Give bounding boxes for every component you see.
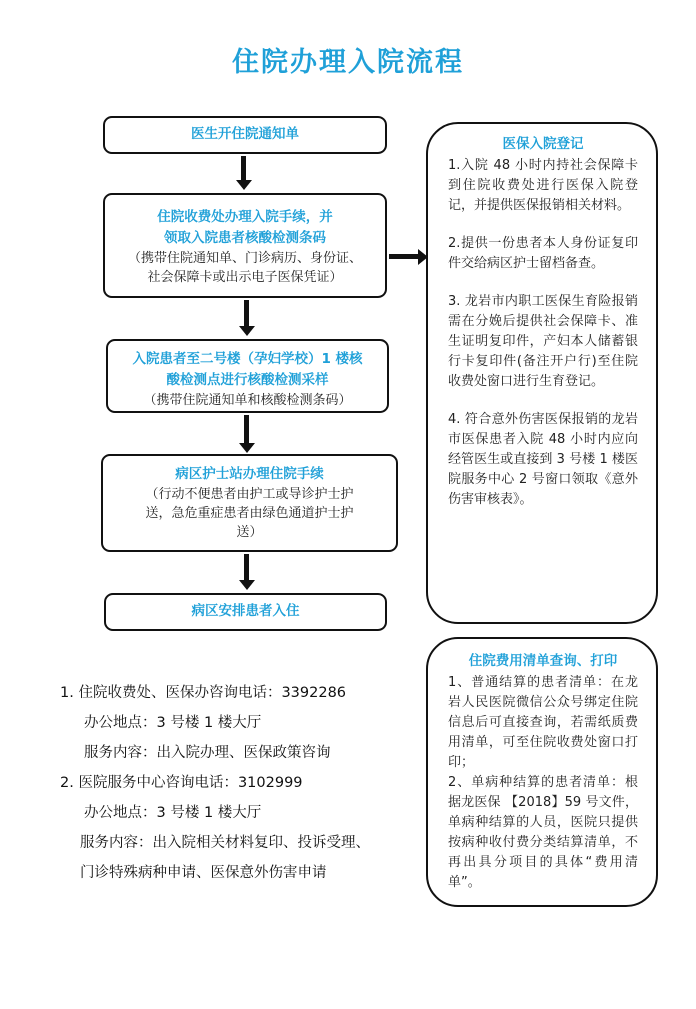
contact-service: 服务内容：出入院办理、医保政策咨询 [84, 745, 331, 761]
flow-step-note: （携带住院通知单、门诊病历、身份证、 [127, 251, 362, 266]
contact-address: 办公地点：3 号楼 1 楼大厅 [84, 715, 262, 731]
flow-step-heading: 医生开住院通知单 [191, 126, 299, 142]
flow-step-note: （行动不便患者由护工或导诊护士护 [145, 487, 354, 502]
contact-phone: 2. 医院服务中心咨询电话：3102999 [60, 775, 303, 791]
insurance-registration-panel [426, 122, 658, 624]
flow-step-note: 送） [236, 525, 263, 540]
panel-item: 3. 龙岩市内职工医保生育险报销需在分娩后提供社会保障卡、准生证明复印件，产妇本人储蓄银行卡复印件(备注开户行)至住院收费处窗口进行生育登记。 [448, 294, 638, 389]
flow-step-heading: 酸检测点进行核酸检测采样 [166, 372, 329, 388]
flow-arrow [241, 156, 246, 182]
fee-list-panel [426, 637, 658, 907]
flow-step-heading: 病区护士站办理住院手续 [175, 466, 324, 482]
contact-address: 办公地点：3 号楼 1 楼大厅 [84, 805, 262, 821]
flow-step-heading: 领取入院患者核酸检测条码 [164, 230, 326, 246]
panel-item: 2.提供一份患者本人身份证复印件交给病区护士留档备查。 [448, 236, 638, 271]
flow-step-heading: 入院患者至二号楼（孕妇学校）1 楼核 [132, 351, 363, 367]
flow-step-ward-admission [104, 593, 387, 631]
flow-step-heading: 住院收费处办理入院手续，并 [157, 209, 333, 225]
panel-title: 住院费用清单查询、打印 [468, 653, 618, 669]
flow-step-admission-cashier [103, 193, 387, 298]
contact-phone: 1. 住院收费处、医保办咨询电话：3392286 [60, 685, 347, 701]
flow-arrow [244, 554, 249, 582]
panel-item: 1.入院 48 小时内持社会保障卡到住院收费处进行医保入院登记，并提供医保报销相关材料。 [448, 158, 638, 213]
contact-service: 门诊特殊病种申请、医保意外伤害申请 [80, 865, 327, 881]
flow-arrow-to-insurance [389, 254, 419, 259]
flow-step-note: （携带住院通知单和核酸检测条码） [143, 393, 352, 408]
flow-step-doctor-notice [103, 116, 387, 154]
flow-arrow [244, 415, 249, 445]
flow-step-nucleic-test [106, 339, 389, 413]
panel-item: 4. 符合意外伤害医保报销的龙岩市医保患者入院 48 小时内应向经管医生或直接到 3 号楼 1 楼医院服务中心 2 号窗口领取《意外伤害审核表》。 [448, 412, 638, 507]
flow-arrow [244, 300, 249, 328]
panel-title: 医保入院登记 [502, 136, 584, 152]
panel-item: 1、普通结算的患者清单：在龙岩人民医院微信公众号绑定住院信息后可直接查询，若需纸质费用清单，可至住院收费处窗口打印； [448, 675, 638, 770]
contact-info [60, 678, 370, 888]
flow-step-nurse-station [101, 454, 398, 552]
page-title: 住院办理入院流程 [232, 47, 464, 78]
contact-service: 服务内容：出入院相关材料复印、投诉受理、 [80, 835, 370, 851]
flow-step-note: 社会保障卡或出示电子医保凭证） [147, 270, 343, 285]
panel-item: 2、单病种结算的患者清单：根据龙医保 【2018】59 号文件，单病种结算的人员，医院只提供按病种收付费分类结算清单，不再出具分项目的具体“费用清单”。 [448, 775, 638, 890]
flow-step-heading: 病区安排患者入住 [191, 603, 300, 619]
flow-step-note: 送，急危重症患者由绿色通道护士护 [145, 506, 354, 521]
